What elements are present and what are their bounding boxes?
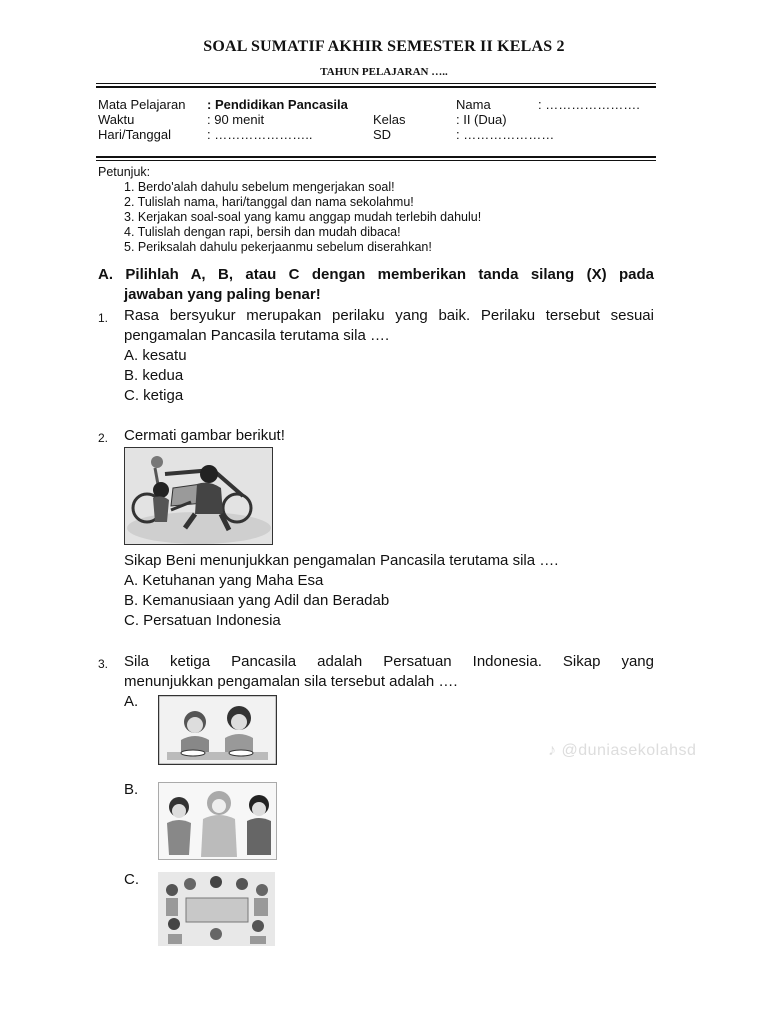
talking-children-drawing [159, 783, 276, 859]
question-3-option-a-label[interactable]: A. [124, 693, 139, 710]
header-divider-top [96, 83, 656, 84]
subject-label: Mata Pelajaran [98, 97, 186, 112]
school-label: SD [373, 127, 392, 142]
question-2-option-c[interactable]: C. Persatuan Indonesia [124, 612, 281, 629]
question-1-text: Rasa bersyukur merupakan perilaku yang baik. Perilaku tersebut sesuai [124, 307, 654, 324]
date-value: : ………………….. [207, 127, 313, 142]
question-2-text: Sikap Beni menunjukkan pengamalan Pancasila terutama sila …. [124, 552, 559, 569]
helping-illustration [124, 447, 273, 545]
header-divider-bottom [96, 86, 656, 88]
school-value: : ………………… [456, 127, 555, 142]
exam-title: SOAL SUMATIF AKHIR SEMESTER II KELAS 2 [203, 38, 565, 55]
watermark: ♪ @duniasekolahsd [548, 742, 697, 759]
helping-illustration-drawing [125, 448, 272, 544]
class-label: Kelas [373, 112, 406, 127]
name-value: : …………………. [538, 97, 640, 112]
name-label: Nama [456, 97, 491, 112]
question-2-option-a[interactable]: A. Ketuhanan yang Maha Esa [124, 572, 324, 589]
question-1-option-b[interactable]: B. kedua [124, 367, 184, 384]
question-3-text-cont: menunjukkan pengamalan sila tersebut adalah …. [124, 673, 458, 690]
exam-subtitle: TAHUN PELAJARAN ….. [320, 66, 448, 78]
instruction-item: 5. Periksalah dahulu pekerjaanmu sebelum diserahkan! [124, 240, 432, 254]
subject-value: : Pendidikan Pancasila [207, 97, 348, 112]
question-2-prompt: Cermati gambar berikut! [124, 427, 285, 444]
section-a-instruction-cont: jawaban yang paling benar! [124, 286, 321, 303]
info-divider-top [96, 156, 656, 158]
question-2-number: 2. [98, 431, 109, 445]
time-label: Waktu [98, 112, 135, 127]
date-label: Hari/Tanggal [98, 127, 171, 142]
instruction-item: 1. Berdo'alah dahulu sebelum mengerjakan soal! [124, 180, 395, 194]
question-1-option-c[interactable]: C. ketiga [124, 387, 184, 404]
question-1-number: 1. [98, 311, 109, 325]
option-b-illustration [158, 782, 277, 860]
section-a-instruction: A. Pilihlah A, B, atau C dengan memberikan tanda silang (X) pada [98, 266, 654, 283]
instruction-item: 3. Kerjakan soal-soal yang kamu anggap mudah terlebih dahulu! [124, 210, 482, 224]
instructions-heading: Petunjuk: [98, 165, 151, 179]
time-value: : 90 menit [207, 112, 265, 127]
question-2-option-b[interactable]: B. Kemanusiaan yang Adil dan Beradab [124, 592, 390, 609]
option-a-illustration [158, 695, 277, 765]
info-divider-bottom [96, 160, 656, 161]
instruction-item: 2. Tulislah nama, hari/tanggal dan nama sekolahmu! [124, 195, 414, 209]
question-3-number: 3. [98, 657, 109, 671]
question-1-text-cont: pengamalan Pancasila terutama sila …. [124, 327, 390, 344]
option-c-illustration [158, 872, 275, 946]
question-1-option-a[interactable]: A. kesatu [124, 347, 187, 364]
question-3-option-b-label[interactable]: B. [124, 781, 139, 798]
question-3-option-c-label[interactable]: C. [124, 871, 139, 888]
classroom-drawing [158, 872, 275, 946]
question-3-text: Sila ketiga Pancasila adalah Persatuan Indonesia. Sikap yang [124, 653, 654, 670]
eating-children-drawing [159, 696, 276, 764]
instruction-item: 4. Tulislah dengan rapi, bersih dan mudah dibaca! [124, 225, 401, 239]
class-value: : II (Dua) [456, 112, 507, 127]
